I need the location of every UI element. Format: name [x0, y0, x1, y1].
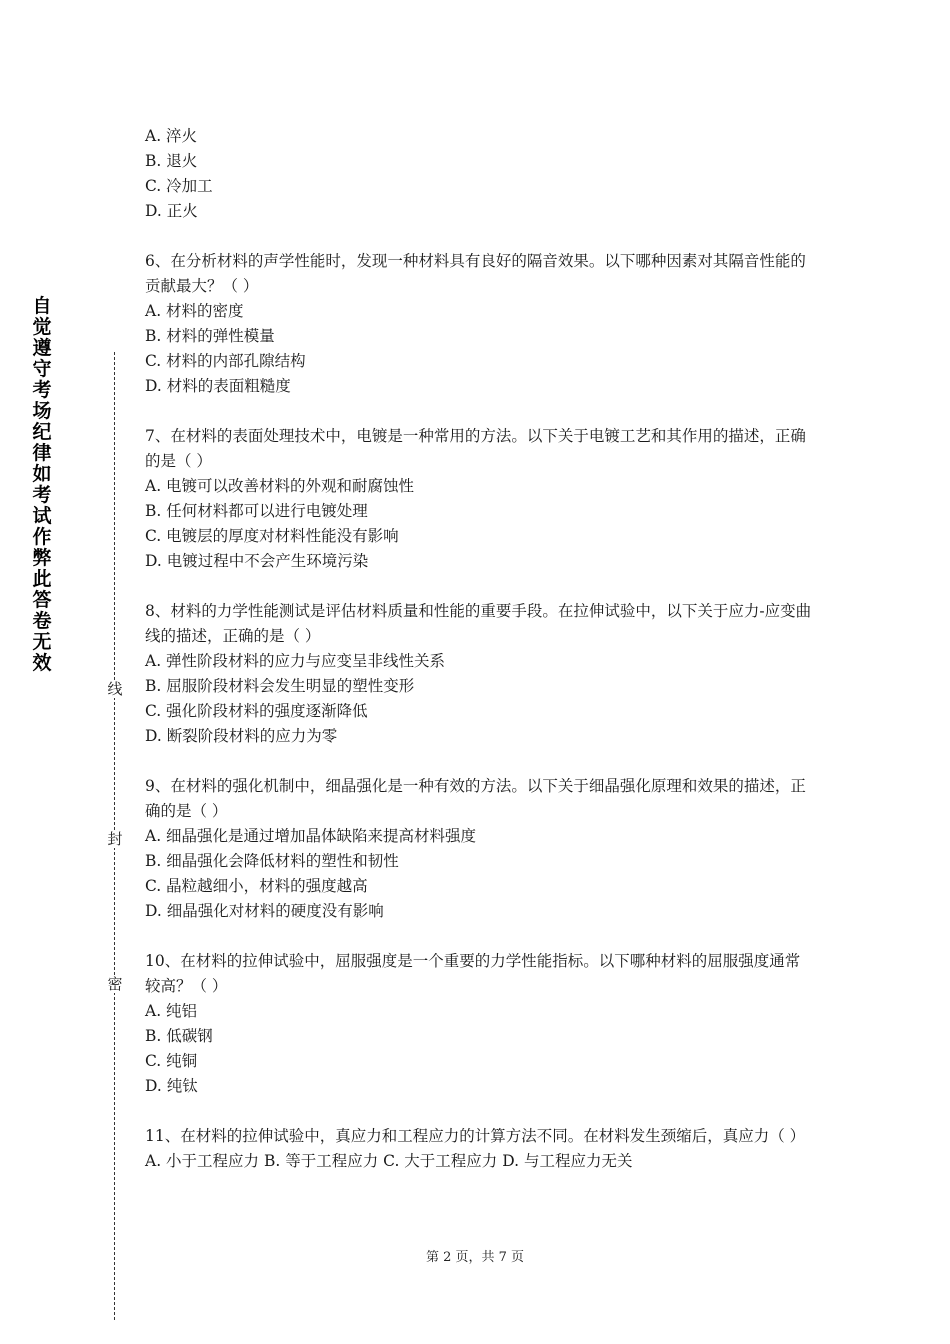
question-stem: 9、在材料的强化机制中，细晶强化是一种有效的方法。以下关于细晶强化原理和效果的描述，正确的是（ ） [145, 777, 806, 820]
question-stem: 6、在分析材料的声学性能时，发现一种材料具有良好的隔音效果。以下哪种因素对其隔音性能的贡献最大？（ ） [145, 252, 806, 295]
question-6 [145, 249, 815, 399]
option-a: A. 细晶强化是通过增加晶体缺陷来提高材料强度 [145, 827, 477, 845]
option-b: B. 细晶强化会降低材料的塑性和韧性 [145, 852, 399, 870]
question-9 [145, 774, 815, 924]
option-c: C. 纯铜 [145, 1052, 198, 1070]
option-b: B. 退火 [145, 152, 198, 170]
option-d: D. 断裂阶段材料的应力为零 [145, 727, 338, 745]
question-11 [145, 1124, 815, 1174]
question-stem: 11、在材料的拉伸试验中，真应力和工程应力的计算方法不同。在材料发生颈缩后，真应力（ ） [145, 1127, 806, 1145]
seal-mark-secret: 密 [107, 975, 123, 993]
option-b: B. 任何材料都可以进行电镀处理 [145, 502, 368, 520]
option-a: A. 电镀可以改善材料的外观和耐腐蚀性 [145, 477, 415, 495]
question-stem: 7、在材料的表面处理技术中，电镀是一种常用的方法。以下关于电镀工艺和其作用的描述，正确的是（ ） [145, 427, 806, 470]
exam-discipline-warning: 自觉遵守考场纪律如考试作弊此答卷无效 [32, 295, 52, 674]
option-b: B. 屈服阶段材料会发生明显的塑性变形 [145, 677, 415, 695]
seal-mark-seal: 封 [107, 830, 123, 848]
option-d: D. 材料的表面粗糙度 [145, 377, 291, 395]
option-d: D. 纯钛 [145, 1077, 198, 1095]
option-d: D. 电镀过程中不会产生环境污染 [145, 552, 369, 570]
question-7 [145, 424, 815, 574]
option-d: D. 细晶强化对材料的硬度没有影响 [145, 902, 384, 920]
option-b: B. 低碳钢 [145, 1027, 213, 1045]
option-b: B. 材料的弹性模量 [145, 327, 275, 345]
option-c: C. 冷加工 [145, 177, 213, 195]
option-a: A. 弹性阶段材料的应力与应变呈非线性关系 [145, 652, 446, 670]
question-8 [145, 599, 815, 749]
question-content [145, 124, 815, 1174]
option-a: A. 淬火 [145, 127, 198, 145]
option-c: C. 强化阶段材料的强度逐渐降低 [145, 702, 368, 720]
page-number: 第 2 页，共 7 页 [425, 1250, 525, 1265]
option-a: A. 材料的密度 [145, 302, 244, 320]
option-d: D. 正火 [145, 202, 198, 220]
option-c: C. 电镀层的厚度对材料性能没有影响 [145, 527, 399, 545]
seal-mark-line: 线 [107, 680, 123, 698]
previous-question-options [145, 124, 815, 224]
option-c: C. 材料的内部孔隙结构 [145, 352, 306, 370]
question-stem: 8、材料的力学性能测试是评估材料质量和性能的重要手段。在拉伸试验中，以下关于应力-应变曲线的描述，正确的是（ ） [145, 602, 812, 645]
question-10 [145, 949, 815, 1099]
option-c: C. 晶粒越细小，材料的强度越高 [145, 877, 368, 895]
option-a: A. 纯铝 [145, 1002, 198, 1020]
question-stem: 10、在材料的拉伸试验中，屈服强度是一个重要的力学性能指标。以下哪种材料的屈服强度通常较高？（ ） [145, 952, 801, 995]
options-inline: A. 小于工程应力 B. 等于工程应力 C. 大于工程应力 D. 与工程应力无关 [145, 1152, 633, 1170]
